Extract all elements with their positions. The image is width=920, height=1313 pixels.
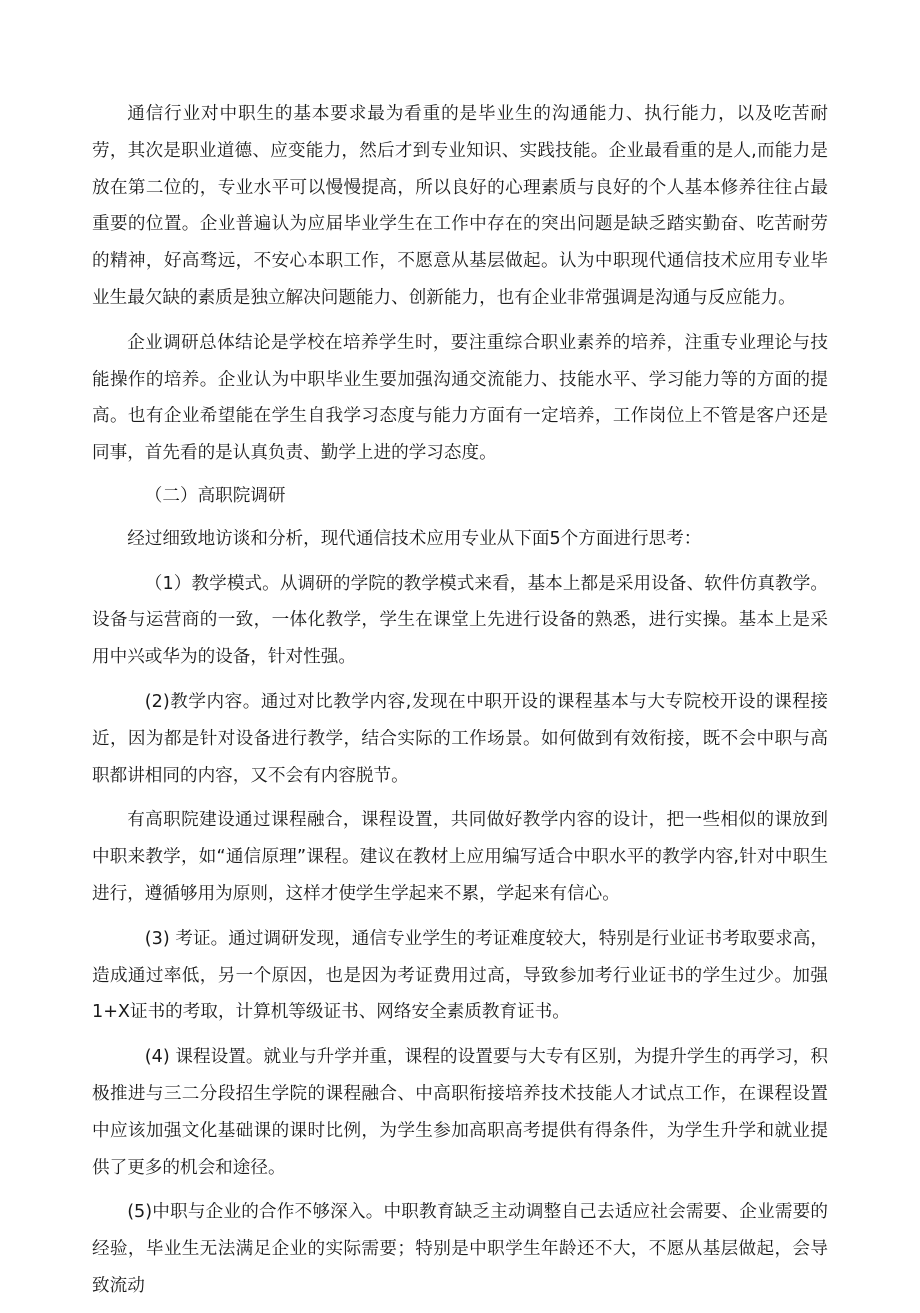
section-heading-higher-vocational: （二）高职院调研 <box>144 485 286 506</box>
document-body <box>92 96 828 1313</box>
paragraph-analysis-intro: 经过细致地访谈和分析，现代通信技术应用专业从下面5个方面进行思考： <box>127 528 702 549</box>
paragraph-teaching-content: (2)教学内容。通过对比教学内容,发现在中职开设的课程基本与大专院校开设的课程接近，因为都是针对设备进行教学，结合实际的工作场景。如何做到有效衔接，既不会中职与高职都讲相同的内容，又不会有内容脱节。 <box>92 691 828 786</box>
paragraph-certification: (3) 考证。通过调研发现，通信专业学生的考证难度较大，特别是行业证书考取要求高，造成通过率低，另一个原因，也是因为考证费用过高，导致参加考行业证书的学生过少。加强1+X证书的考取，计算机等级证书、网络安全素质教育证书。 <box>92 928 828 1023</box>
paragraph-teaching-mode: （1）教学模式。从调研的学院的教学模式来看，基本上都是采用设备、软件仿真教学。设备与运营商的一致，一体化教学，学生在课堂上先进行设备的熟悉，进行实操。基本上是采用中兴或华为的设备，针对性强。 <box>92 573 828 668</box>
paragraph-course-setup: (4) 课程设置。就业与升学并重，课程的设置要与大专有区别，为提升学生的再学习，积极推进与三二分段招生学院的课程融合、中高职衔接培养技术技能人才试点工作，在课程设置中应该加强文化基础课的课时比例，为学生参加高职高考提供有得条件，为学生升学和就业提供了更多的机会和途径。 <box>92 1047 828 1178</box>
paragraph-enterprise-conclusion: 企业调研总体结论是学校在培养学生时，要注重综合职业素养的培养，注重专业理论与技能操作的培养。企业认为中职毕业生要加强沟通交流能力、技能水平、学习能力等的方面的提高。也有企业希望能在学生自我学习态度与能力方面有一定培养，工作岗位上不管是客户还是同事，首先看的是认真负责、勤学上进的学习态度。 <box>92 332 828 464</box>
paragraph-telecom-requirements: 通信行业对中职生的基本要求最为看重的是毕业生的沟通能力、执行能力，以及吃苦耐劳，其次是职业道德、应变能力，然后才到专业知识、实践技能。企业最看重的是人,而能力是放在第二位的，专业水平可以慢慢提高，所以良好的心理素质与良好的个人基本修养往往占最重要的位置。企业普遍认为应届毕业学生在工作中存在的突出问题是缺乏踏实勤奋、吃苦耐劳的精神，好高骛远，不安心本职工作，不愿意从基层做起。认为中职现代通信技术应用专业毕业生最欠缺的素质是独立解决问题能力、创新能力，也有企业非常强调是沟通与反应能力。 <box>92 104 828 308</box>
paragraph-course-integration: 有高职院建设通过课程融合，课程设置，共同做好教学内容的设计，把一些相似的课放到中职来教学，如“通信原理”课程。建议在教材上应用编写适合中职水平的教学内容,针对中职生进行，遵循够用为原则，这样才使学生学起来不累，学起来有信心。 <box>92 810 828 904</box>
paragraph-enterprise-cooperation: (5)中职与企业的合作不够深入。中职教育缺乏主动调整自己去适应社会需要、企业需要的经验，毕业生无法满足企业的实际需要；特别是中职学生年龄还不大，不愿从基层做起，会导致流动 <box>92 1202 828 1296</box>
